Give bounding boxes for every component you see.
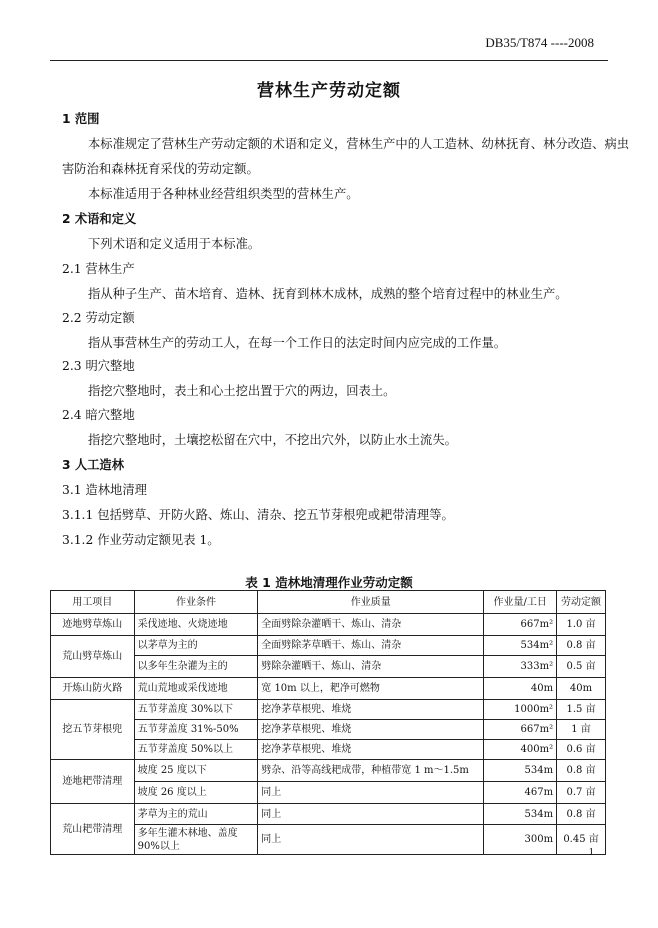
paragraph-terms-intro: 下列术语和定义适用于本标准。 <box>88 237 261 251</box>
table-row <box>51 825 606 855</box>
paragraph-2-1: 指从种子生产、苗木培育、造林、抚育到林木成林，成熟的整个培育过程中的林业生产。 <box>88 287 568 301</box>
header-rule <box>50 60 608 61</box>
cell-rate: 40m <box>557 678 606 700</box>
cell-quality: 劈除杂灌晒干、炼山、清杂 <box>258 656 484 678</box>
table-row <box>51 678 606 700</box>
cell-condition: 坡度 25 度以下 <box>134 760 258 782</box>
cell-rate: 0.7 亩 <box>557 782 606 804</box>
table-caption: 表 1 造林地清理作业劳动定额 <box>245 575 413 590</box>
cell-volume: 40m <box>484 678 557 700</box>
cell-condition: 多年生灌木林地、盖度 90%以上 <box>134 825 258 855</box>
cell-condition: 采伐迹地、火烧迹地 <box>134 614 258 636</box>
cell-condition: 五节芽盖度 31%-50% <box>134 720 258 740</box>
cell-condition: 五节芽盖度 50%以上 <box>134 740 258 760</box>
paragraph-scope-1b: 害防治和森林抚育采伐的劳动定额。 <box>62 162 259 176</box>
cell-item: 开炼山防火路 <box>51 678 135 700</box>
cell-quality: 同上 <box>258 804 484 825</box>
table-row <box>51 720 606 740</box>
header-cell-quality: 作业质量 <box>258 591 484 614</box>
cell-quality: 全面劈除茅草晒干、炼山、清杂 <box>258 636 484 656</box>
table-row <box>51 804 606 825</box>
cell-volume: 667m² <box>484 614 557 636</box>
paragraph-2-2: 指从事营林生产的劳动工人，在每一个工作日的法定时间内应完成的工作量。 <box>88 336 507 350</box>
cell-rate: 0.5 亩 <box>557 656 606 678</box>
section-3-1-heading: 3.1 造林地清理 <box>62 483 147 497</box>
section-2-2-heading: 2.2 劳动定额 <box>62 311 135 325</box>
cell-quality: 同上 <box>258 782 484 804</box>
cell-volume: 467m <box>484 782 557 804</box>
cell-condition: 荒山荒地或采伐迹地 <box>134 678 258 700</box>
header-cell-rate: 劳动定额 <box>557 591 606 614</box>
cell-quality: 全面劈除杂灌晒干、炼山、清杂 <box>258 614 484 636</box>
table-row <box>51 636 606 656</box>
cell-condition: 茅草为主的荒山 <box>134 804 258 825</box>
cell-item: 迹地劈草炼山 <box>51 614 135 636</box>
section-1-heading: 1 范围 <box>62 112 100 126</box>
table-row <box>51 656 606 678</box>
cell-rate: 0.45 亩 <box>557 825 606 855</box>
standard-code: DB35/T874 ----2008 <box>485 35 594 50</box>
cell-quality: 挖净茅草根兜、堆烧 <box>258 720 484 740</box>
cell-condition: 以多年生杂灌为主的 <box>134 656 258 678</box>
cell-item: 挖五节芽根兜 <box>51 700 135 760</box>
table-row <box>51 782 606 804</box>
cell-rate: 1.0 亩 <box>557 614 606 636</box>
cell-rate: 0.8 亩 <box>557 804 606 825</box>
page-number: 1 <box>588 846 594 858</box>
cell-condition: 以茅草为主的 <box>134 636 258 656</box>
table-row <box>51 614 606 636</box>
section-2-4-heading: 2.4 暗穴整地 <box>62 408 135 422</box>
labor-quota-table <box>50 590 606 855</box>
section-2-3-heading: 2.3 明穴整地 <box>62 359 135 373</box>
cell-quality: 劈杂、沿等高线耙成带，种植带宽 1 m～1.5m <box>258 760 484 782</box>
table-row <box>51 740 606 760</box>
paragraph-scope-1a: 本标准规定了营林生产劳动定额的术语和定义，营林生产中的人工造林、幼林抚育、林分改造、病虫 <box>88 137 630 151</box>
cell-rate: 1 亩 <box>557 720 606 740</box>
table-row <box>51 760 606 782</box>
table-row <box>51 700 606 720</box>
cell-volume: 400m² <box>484 740 557 760</box>
cell-quality: 挖净茅草根兜、堆烧 <box>258 740 484 760</box>
table-header-row <box>51 591 606 614</box>
paragraph-scope-2: 本标准适用于各种林业经营组织类型的营林生产。 <box>88 187 359 201</box>
cell-volume: 534m <box>484 760 557 782</box>
cell-quality: 挖净茅草根兜、堆烧 <box>258 700 484 720</box>
cell-rate: 0.8 亩 <box>557 760 606 782</box>
header-cell-volume: 作业量/工日 <box>484 591 557 614</box>
cell-condition: 坡度 26 度以上 <box>134 782 258 804</box>
section-2-heading: 2 术语和定义 <box>62 212 137 226</box>
cell-volume: 333m² <box>484 656 557 678</box>
cell-item: 荒山劈草炼山 <box>51 636 135 678</box>
cell-item: 荒山耙带清理 <box>51 804 135 855</box>
section-2-1-heading: 2.1 营林生产 <box>62 262 135 276</box>
cell-quality: 同上 <box>258 825 484 855</box>
cell-rate: 0.6 亩 <box>557 740 606 760</box>
cell-quality: 宽 10m 以上，耙净可燃物 <box>258 678 484 700</box>
section-3-heading: 3 人工造林 <box>62 458 125 472</box>
cell-volume: 534m <box>484 804 557 825</box>
header-cell-condition: 作业条件 <box>134 591 258 614</box>
cell-condition: 五节芽盖度 30%以下 <box>134 700 258 720</box>
clause-3-1-2: 3.1.2 作业劳动定额见表 1。 <box>62 533 220 547</box>
cell-rate: 1.5 亩 <box>557 700 606 720</box>
cell-volume: 300m <box>484 825 557 855</box>
clause-3-1-1: 3.1.1 包括劈草、开防火路、炼山、清杂、挖五节芽根兜或耙带清理等。 <box>62 508 454 522</box>
cell-volume: 1000m² <box>484 700 557 720</box>
cell-item: 迹地耙带清理 <box>51 760 135 804</box>
cell-volume: 534m² <box>484 636 557 656</box>
paragraph-2-3: 指挖穴整地时，表土和心土挖出置于穴的两边，回表土。 <box>88 384 396 398</box>
cell-rate: 0.8 亩 <box>557 636 606 656</box>
header-cell-item: 用工项目 <box>51 591 135 614</box>
document-title: 营林生产劳动定额 <box>257 81 401 101</box>
cell-volume: 667m² <box>484 720 557 740</box>
paragraph-2-4: 指挖穴整地时，土壤挖松留在穴中，不挖出穴外，以防止水土流失。 <box>88 433 457 447</box>
